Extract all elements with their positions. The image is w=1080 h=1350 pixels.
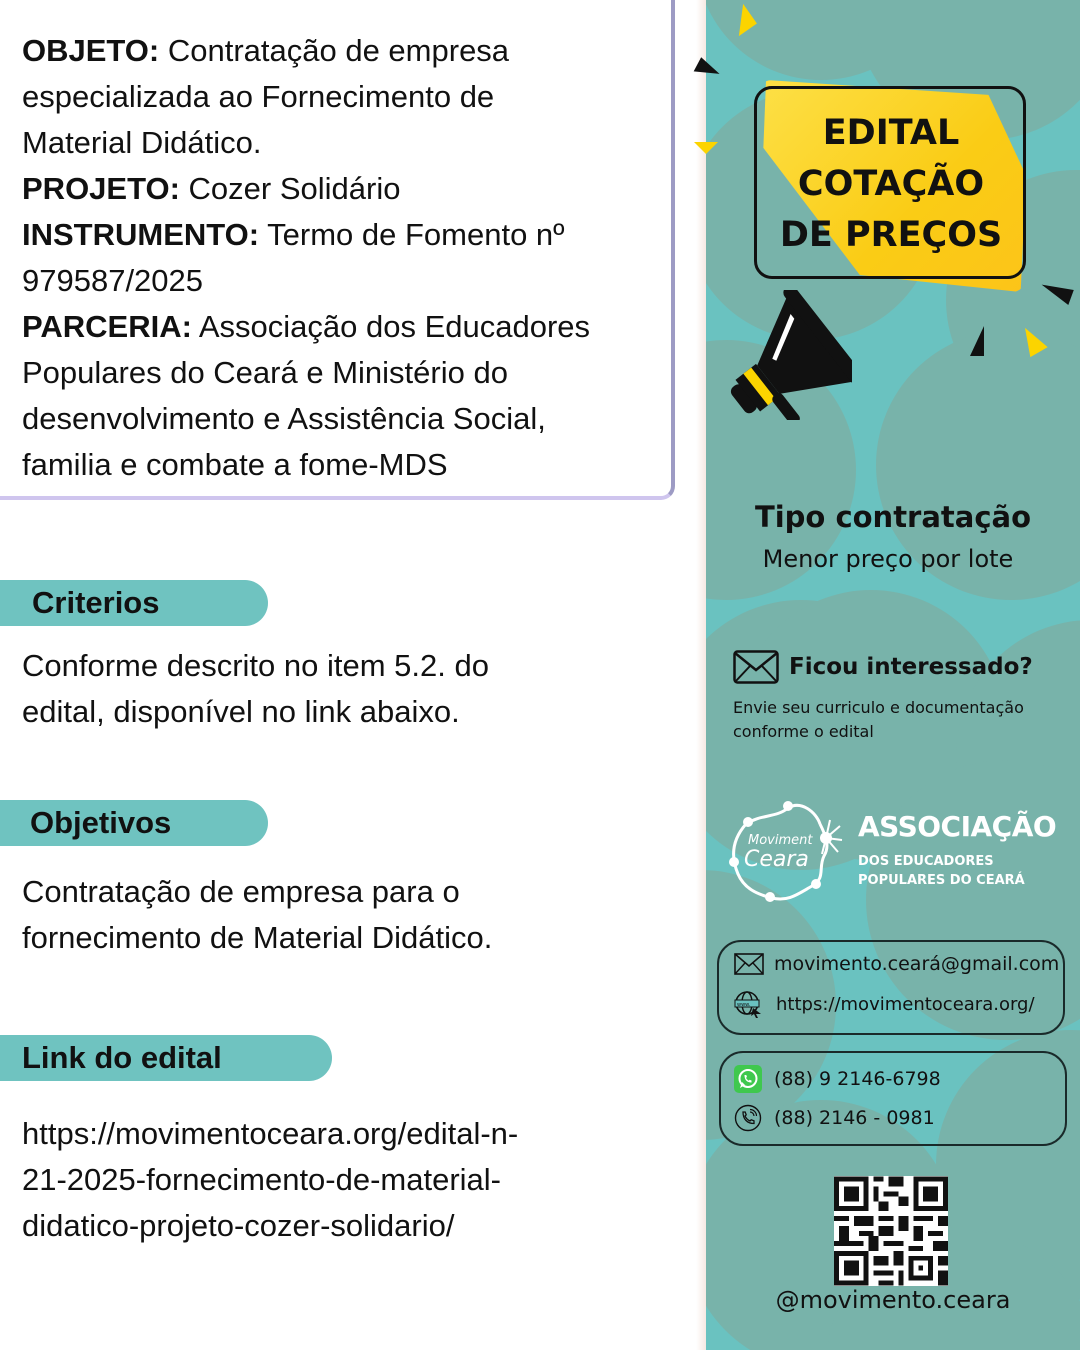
parceria-label: PARCERIA: <box>22 309 192 344</box>
objeto-line-3: Material Didático. <box>22 125 262 160</box>
interest-description <box>733 696 1073 744</box>
email-text[interactable]: movimento.ceará@gmail.com <box>774 953 1060 975</box>
phone-icon <box>734 1104 762 1132</box>
svg-text:www.: www. <box>737 1002 751 1008</box>
objeto-line <box>22 28 662 74</box>
email-contact[interactable] <box>734 953 1059 975</box>
envelope-icon <box>733 650 779 684</box>
whatsapp-icon <box>734 1065 762 1093</box>
whatsapp-contact[interactable] <box>734 1065 941 1093</box>
parceria-line-4: familia e combate a fome-MDS <box>22 447 448 482</box>
confetti-black <box>970 326 984 356</box>
tipo-title: Tipo contratação <box>754 500 1032 534</box>
parceria-line <box>22 304 662 350</box>
phone-contact[interactable] <box>734 1104 935 1132</box>
banner-title <box>756 108 1026 261</box>
objeto-value: Contratação de empresa <box>159 33 510 68</box>
website-contact[interactable] <box>734 990 1035 1018</box>
website-text[interactable]: https://movimentoceara.org/ <box>776 993 1035 1015</box>
banner-line: DE PREÇOS <box>779 215 1003 255</box>
org-subtitle <box>858 852 1025 890</box>
qr-code[interactable] <box>834 1176 948 1286</box>
instrumento-line-2: 979587/2025 <box>22 263 204 298</box>
interest-line: conforme o edital <box>733 722 874 741</box>
section-line: Conforme descrito no item 5.2. do <box>22 648 489 683</box>
instrumento-label: INSTRUMENTO: <box>22 217 260 252</box>
section-line: fornecimento de Material Didático. <box>22 920 493 955</box>
link-line[interactable]: 21-2025-fornecimento-de-material- <box>22 1162 502 1197</box>
section-title: Criterios <box>32 585 160 620</box>
instrumento-line <box>22 212 662 258</box>
whatsapp-number[interactable]: (88) 9 2146-6798 <box>774 1068 941 1090</box>
link-line[interactable]: didatico-projeto-cozer-solidario/ <box>22 1208 455 1243</box>
tipo-value: Menor preço por lote <box>762 545 1014 573</box>
banner-line: COTAÇÃO <box>797 164 985 204</box>
envelope-icon <box>734 953 764 975</box>
section-title: Objetivos <box>30 805 172 840</box>
link-line[interactable]: https://movimentoceara.org/edital-n- <box>22 1116 519 1151</box>
globe-www-icon <box>734 990 762 1018</box>
edital-link[interactable] <box>22 1111 662 1249</box>
parceria-line-2: Populares do Ceará e Ministério do <box>22 355 508 390</box>
section-objetivos-header <box>0 800 268 846</box>
org-title: ASSOCIAÇÃO <box>858 810 1057 843</box>
movimento-ceara-logo <box>726 796 846 906</box>
section-objetivos-body <box>22 869 662 961</box>
instagram-handle[interactable]: @movimento.ceara <box>775 1286 1011 1314</box>
phone-number[interactable]: (88) 2146 - 0981 <box>774 1107 935 1129</box>
interest-title: Ficou interessado? <box>789 654 1033 680</box>
section-line: Contratação de empresa para o <box>22 874 460 909</box>
logo-text: Ceara <box>744 847 809 872</box>
parceria-value: Associação dos Educadores <box>191 309 591 344</box>
org-subtitle-line: POPULARES DO CEARÁ <box>858 873 1025 888</box>
logo-text: Moviment <box>748 833 813 848</box>
info-block <box>22 28 662 488</box>
projeto-line <box>22 166 662 212</box>
banner-line: EDITAL <box>822 113 960 153</box>
instrumento-value: Termo de Fomento nº <box>259 217 565 252</box>
section-line: edital, disponível no link abaixo. <box>22 694 460 729</box>
org-subtitle-line: DOS EDUCADORES <box>858 854 994 869</box>
section-criterios-header <box>0 580 268 626</box>
confetti-yellow <box>694 142 718 154</box>
projeto-label: PROJETO: <box>22 171 180 206</box>
section-link-header <box>0 1035 332 1081</box>
section-criterios-body <box>22 643 662 735</box>
objeto-label: OBJETO: <box>22 33 160 68</box>
interest-header <box>733 650 1033 684</box>
megaphone-icon <box>712 290 852 420</box>
projeto-value: Cozer Solidário <box>179 171 401 206</box>
section-title: Link do edital <box>22 1040 222 1075</box>
panel-edge <box>696 0 706 1350</box>
objeto-line-2: especializada ao Fornecimento de <box>22 79 495 114</box>
interest-line: Envie seu curriculo e documentação <box>733 698 1024 717</box>
parceria-line-3: desenvolvimento e Assistência Social, <box>22 401 546 436</box>
